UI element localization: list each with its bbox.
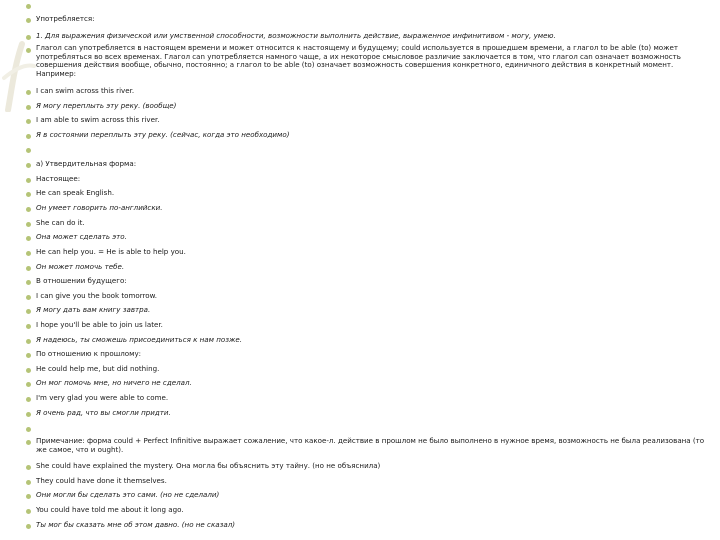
bullet-icon xyxy=(26,440,31,445)
bullet-icon xyxy=(26,295,31,300)
line-text: Они могли бы сделать это сами. (но не сделали) xyxy=(36,490,220,499)
line-text: She could have explained the mystery. Она могла бы объяснить эту тайну. (но не объяснила) xyxy=(36,461,381,470)
bullet-icon xyxy=(26,353,31,358)
bullet-icon xyxy=(26,18,31,23)
bullet-icon xyxy=(26,427,31,432)
line-text: Ты мог бы сказать мне об этом давно. (но не сказал) xyxy=(36,520,235,529)
line-text: He could help me, but did nothing. xyxy=(36,364,160,373)
line-text: Я надеюсь, ты сможешь присоединиться к нам позже. xyxy=(36,335,243,344)
bullet-icon xyxy=(26,178,31,183)
line-text: Я очень рад, что вы смогли придти. xyxy=(36,408,171,417)
paragraph-text: Примечание: форма could + Perfect Infinitive выражает сожаление, что какое-л. действие в прошлом не было выполнено в нужное время, возможность не была реализована (то же самое, что и ought). xyxy=(36,436,705,454)
bullet-icon xyxy=(26,48,31,53)
bullet-icon xyxy=(26,266,31,271)
bullet-icon xyxy=(26,368,31,373)
line-text: Я могу переплыть эту реку. (вообще) xyxy=(36,101,177,110)
bullet-icon xyxy=(26,105,31,110)
line-text: Я в состоянии переплыть эту реку. (сейчас, когда это необходимо) xyxy=(36,130,290,139)
line-text: I hope you'll be able to join us later. xyxy=(36,320,163,329)
bullet-icon xyxy=(26,412,31,417)
bullet-icon xyxy=(26,397,31,402)
bullet-icon xyxy=(26,480,31,485)
line-text: В отношении будущего: xyxy=(36,276,127,285)
line-text: She can do it. xyxy=(36,218,85,227)
bullet-icon xyxy=(26,148,31,153)
bullet-icon xyxy=(26,134,31,139)
bullet-icon xyxy=(26,382,31,387)
line-text: Она может сделать это. xyxy=(36,232,127,241)
line-text: Настоящее: xyxy=(36,174,81,183)
paragraph-text: Глагол can употребляется в настоящем времени и может относится к настоящему и будущему; could используется в прошедшем времени, а глагол to be able (to) может употребляться во всех временах. Глагол can употребляется намного чаще, а их некоторое смысловое различие заключается в том, что глагол can означает возможность совершения действия вообще, обычно, постоянно; а глагол to be able (to) означает возможность совершения конкретного, единичного действия в конкретный момент. Например: xyxy=(36,43,681,78)
line-text: I can give you the book tomorrow. xyxy=(36,291,158,300)
line-text: He can speak English. xyxy=(36,188,115,197)
line-text: По отношению к прошлому: xyxy=(36,349,142,358)
bullet-icon xyxy=(26,207,31,212)
bullet-icon xyxy=(26,509,31,514)
bullet-icon xyxy=(26,339,31,344)
bullet-icon xyxy=(26,119,31,124)
line-text: Употребляется: xyxy=(36,14,95,23)
line-text: I can swim across this river. xyxy=(36,86,135,95)
line-text: I'm very glad you were able to come. xyxy=(36,393,169,402)
bullet-icon xyxy=(26,280,31,285)
bullet-icon xyxy=(26,251,31,256)
bullet-icon xyxy=(26,309,31,314)
line-text: You could have told me about it long ago. xyxy=(36,505,184,514)
bullet-icon xyxy=(26,324,31,329)
line-text: He can help you. = He is able to help you. xyxy=(36,247,186,256)
bullet-icon xyxy=(26,494,31,499)
bullet-icon xyxy=(26,35,31,40)
bullet-icon xyxy=(26,222,31,227)
bullet-icon xyxy=(26,192,31,197)
bullet-icon xyxy=(26,465,31,470)
line-text: a) Утвердительная форма: xyxy=(36,159,137,168)
bullet-icon xyxy=(26,236,31,241)
bullet-icon xyxy=(26,90,31,95)
line-text: I am able to swim across this river. xyxy=(36,115,160,124)
line-text: They could have done it themselves. xyxy=(36,476,167,485)
line-text: Он может помочь тебе. xyxy=(36,262,125,271)
line-text: Я могу дать вам книгу завтра. xyxy=(36,305,151,314)
line-text: Он мог помочь мне, но ничего не сделал. xyxy=(36,378,192,387)
bullet-icon xyxy=(26,163,31,168)
line-text: 1. Для выражения физической или умственной способности, возможности выполнить действие, выраженное инфинитивом - могу, умею. xyxy=(36,31,556,40)
line-text: Он умеет говорить по-английски. xyxy=(36,203,163,212)
bullet-icon xyxy=(26,4,31,9)
bullet-icon xyxy=(26,524,31,529)
